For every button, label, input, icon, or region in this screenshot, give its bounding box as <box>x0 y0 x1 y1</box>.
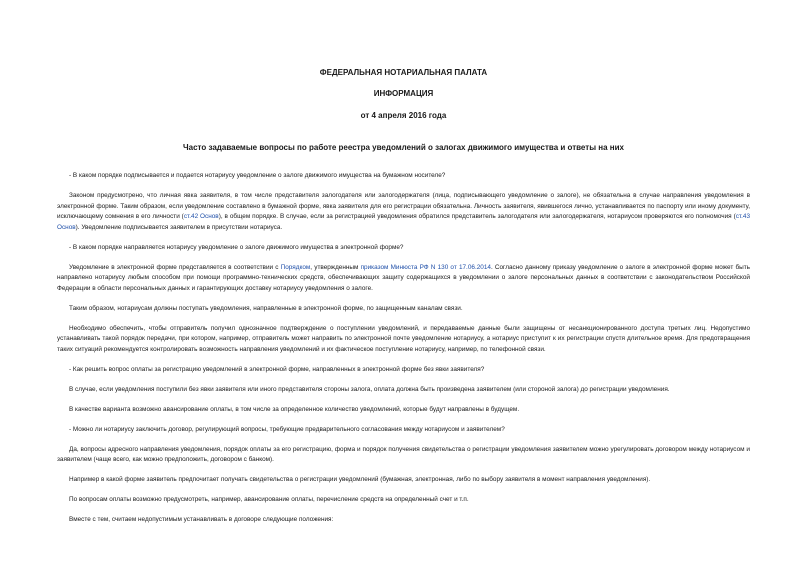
answer-contract: Да, вопросы адресного направления уведомления, порядок оплаты за его регистрацию, форма и порядок получения свидетельства о регистрации уведомления заявителем можно урегулировать договором между нотариусом и заявителем (чаще всего, как можно предположить, договором с банком). <box>57 445 750 463</box>
paragraph-payment-options: По вопросам оплаты возможно предусмотреть, например, авансирование оплаты, перечисление средств на определенный счет и т.п. <box>69 496 469 503</box>
text-segment: Законом предусмотрено, что личная явка заявителя, в том числе представителя залогодателя или залогодержателя (лица, подписывающего уведомление о залоге), не обязательна в случае направления уведомления в электронной форме. Таким образом, если уведомление составлено в бумажной форме, явка заявителя для его регистрации обязательна. Личность заявителя, явившегося лично, устанавливается по паспорту или иному документу, исключающему сомнения в его личности ( <box>57 192 750 220</box>
answer-paper-notice <box>57 191 750 233</box>
text-segment: ), в общем порядке. В случае, если за регистрацией уведомления обратился представитель залогодателя или залогодержателя, нотариусом проверяются его полномочия ( <box>218 213 736 220</box>
question-paper-notice: - В каком порядке подписывается и подается нотариусу уведомление о залоге движимого имущества на бумажном носителе? <box>69 172 446 179</box>
text-segment: , утвержденным <box>310 263 361 271</box>
question-contract: - Можно ли нотариусу заключить договор, регулирующий вопросы, требующие предварительного согласования между нотариусом и заявителем? <box>69 425 505 433</box>
org-name: ФЕДЕРАЛЬНАЯ НОТАРИАЛЬНАЯ ПАЛАТА <box>319 68 488 77</box>
text-segment: . Согласно данному приказу уведомление о залоге в электронной форме может быть направлено нотариусу любым способом при помощи программно-технических средств, обеспечивающих защиту содержащихся в уведомлении о залоге персональных данных в соответствии с законодательством Российской Федерации в области персональных данных и гарантирующих доставку нотариусу уведомления о залоге. <box>57 263 751 292</box>
paragraph-advance-payment: В качестве варианта возможно авансирование оплаты, в том числе за определенное количество уведомлений, которые будут направлены в будущем. <box>69 405 520 413</box>
link-st43[interactable]: ст.43 Основ <box>57 213 750 231</box>
question-payment: - Как решить вопрос оплаты за регистрацию уведомлений в электронной форме, направленных в электронной форме без явки заявителя? <box>69 365 485 373</box>
doc-type: ИНФОРМАЦИЯ <box>373 89 434 98</box>
link-st42[interactable]: ст.42 Основ <box>183 213 219 220</box>
text-segment: Уведомление в электронной форме представляется в соответствии с <box>69 263 281 271</box>
doc-date: от 4 апреля 2016 года <box>360 111 447 120</box>
doc-title: Часто задаваемые вопросы по работе реестра уведомлений о залогах движимого имущества и ответы на них <box>183 143 624 152</box>
text-segment: ). Уведомление подписывается заявителем в присутствии нотариуса. <box>75 223 283 231</box>
link-order[interactable]: Порядком <box>280 263 311 271</box>
paragraph-certificate-form: Например в какой форме заявитель предпочитает получать свидетельства о регистрации уведомлений (бумажная, электронная, либо по выбору заявителя в момент направления уведомления). <box>69 476 651 483</box>
answer-electronic-notice <box>57 263 750 295</box>
paragraph-unacceptable: Вместе с тем, считаем недопустимым устанавливать в договоре следующие положения: <box>69 516 334 523</box>
paragraph-confirmation: Необходимо обеспечить, чтобы отправитель получил однозначное подтверждение о поступлении уведомлений, и передаваемые данные были защищены от несанкционированного доступа третьих лиц. Недопустимо устанавливать такой порядок передачи, при котором, например, отправитель может направить по электронной почте уведомление нотариусу, а нотариус приступит к их регистрации спустя длительное время. Для предотвращения таких ситуаций рекомендуется контролировать возможность направления уведомлений и их фактическое поступление нотариусу, например, по телефонной связи. <box>57 324 750 353</box>
answer-payment: В случае, если уведомления поступили без явки заявителя или иного представителя стороны залога, оплата должна быть произведена заявителем (или стороной залога) до регистрации уведомления. <box>69 385 670 393</box>
link-minjust-order[interactable]: приказом Минюста РФ N 130 от 17.06.2014 <box>360 263 491 271</box>
document-body <box>57 171 750 535</box>
paragraph-secure-channels: Таким образом, нотариусам должны поступать уведомления, направленные в электронной форме, по защищенным каналам связи. <box>69 304 463 312</box>
question-electronic-notice: - В каком порядке направляется нотариусу уведомление о залоге движимого имущества в электронной форме? <box>69 243 404 251</box>
